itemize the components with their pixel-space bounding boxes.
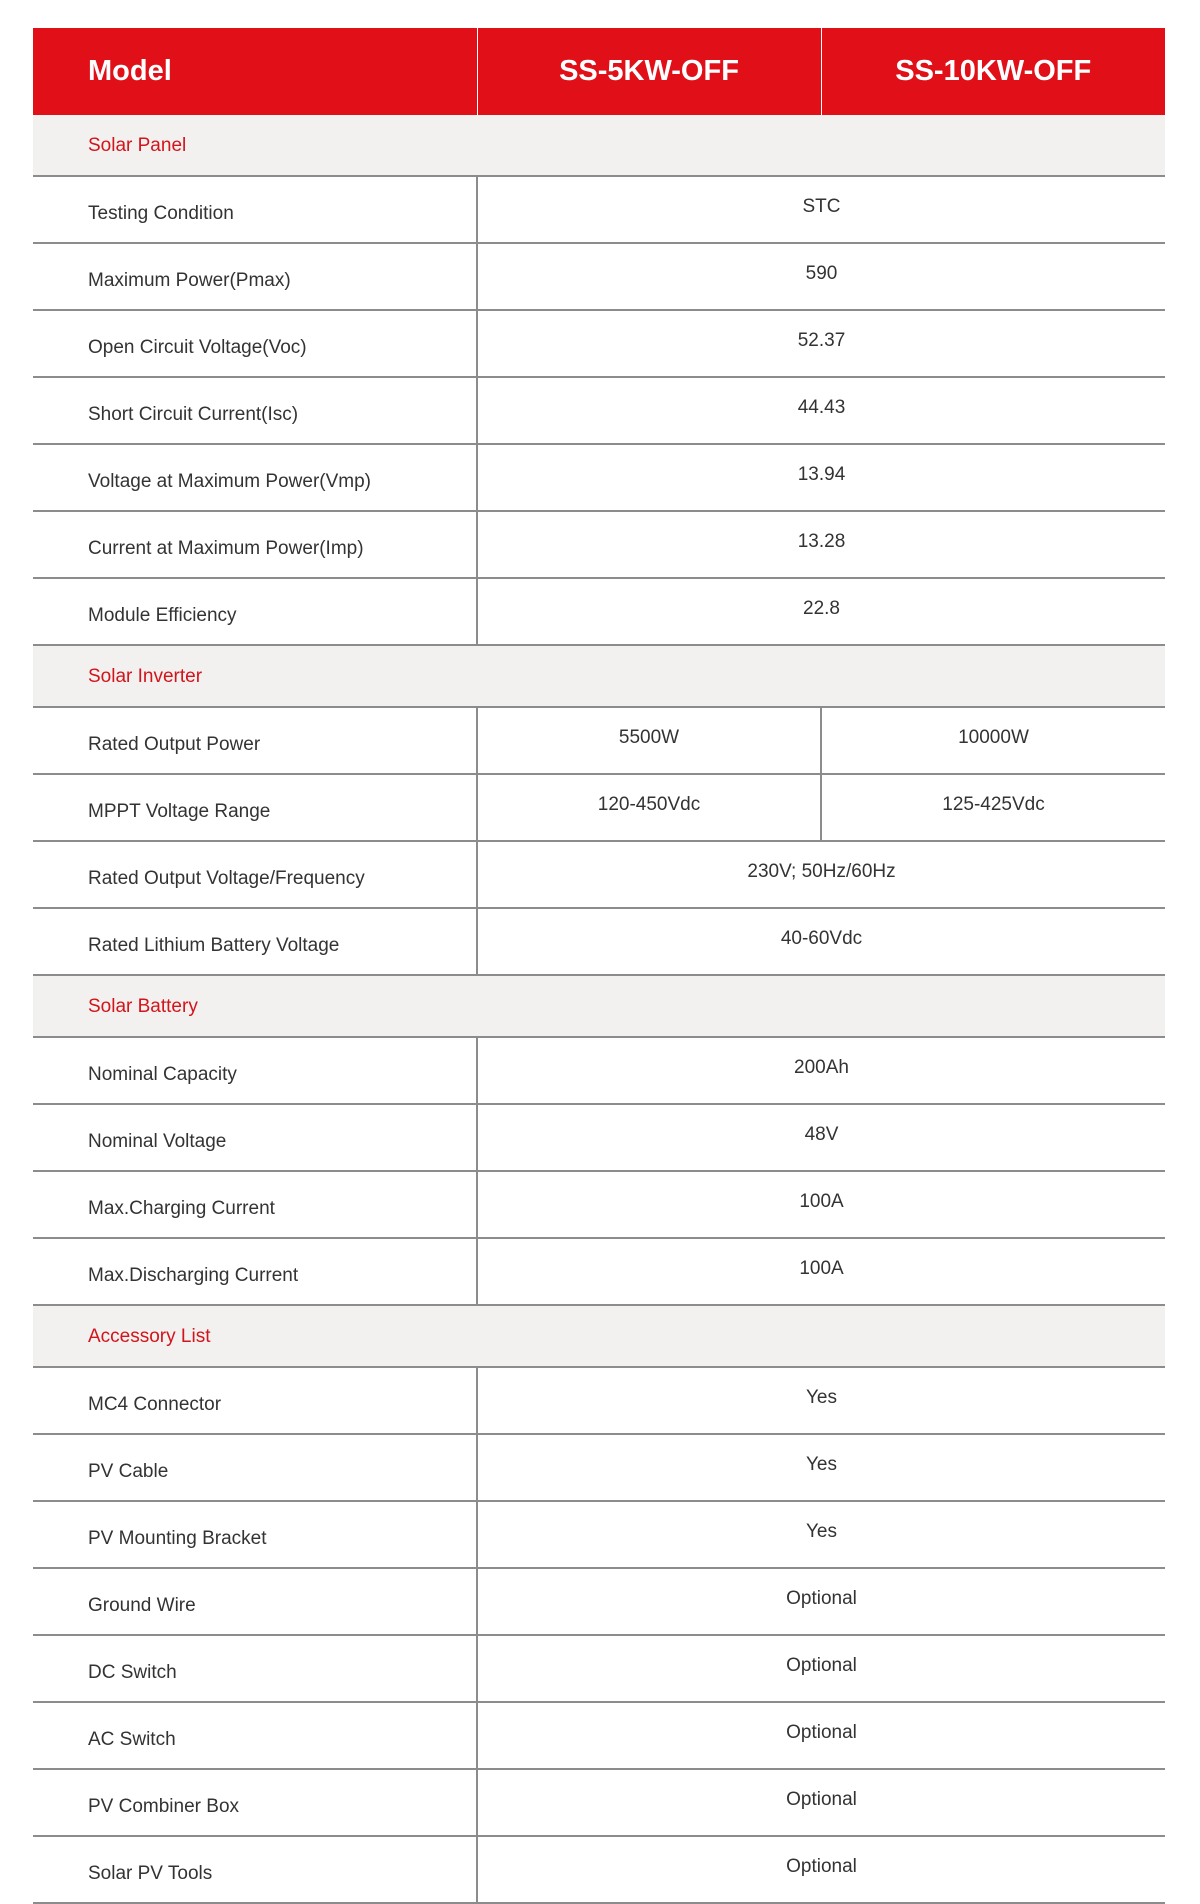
section-row-accessory-list [33, 1305, 1165, 1367]
spec-value: 22.8 [477, 578, 1165, 645]
spec-value: 100A [477, 1238, 1165, 1305]
spec-value: STC [477, 176, 1165, 243]
spec-value: 590 [477, 243, 1165, 310]
spec-row-maximum-power-pmax [33, 243, 1165, 310]
spec-row-pv-combiner-box [33, 1769, 1165, 1836]
spec-value: 100A [477, 1171, 1165, 1238]
spec-label: Current at Maximum Power(Imp) [33, 511, 477, 578]
spec-label: Rated Lithium Battery Voltage [33, 908, 477, 975]
spec-row-nominal-capacity [33, 1037, 1165, 1104]
spec-value: Optional [477, 1769, 1165, 1836]
spec-label: Rated Output Voltage/Frequency [33, 841, 477, 908]
spec-label: Open Circuit Voltage(Voc) [33, 310, 477, 377]
spec-row-short-circuit-current-isc [33, 377, 1165, 444]
spec-value: Optional [477, 1702, 1165, 1769]
spec-label: Voltage at Maximum Power(Vmp) [33, 444, 477, 511]
spec-value-5kw: 5500W [477, 707, 821, 774]
spec-row-open-circuit-voltage-voc [33, 310, 1165, 377]
spec-value: 200Ah [477, 1037, 1165, 1104]
spec-value-5kw: 120-450Vdc [477, 774, 821, 841]
spec-row-max-charging-current [33, 1171, 1165, 1238]
section-title: Accessory List [33, 1305, 1165, 1367]
spec-value: 13.28 [477, 511, 1165, 578]
spec-value: Optional [477, 1568, 1165, 1635]
spec-value: 13.94 [477, 444, 1165, 511]
spec-value: Optional [477, 1836, 1165, 1903]
spec-value: Optional [477, 1635, 1165, 1702]
header-model-10kw: SS-10KW-OFF [821, 28, 1165, 115]
spec-row-ground-wire [33, 1568, 1165, 1635]
spec-label: Module Efficiency [33, 578, 477, 645]
spec-row-current-at-maximum-power-imp [33, 511, 1165, 578]
section-row-solar-inverter [33, 645, 1165, 707]
spec-value: Yes [477, 1367, 1165, 1434]
spec-value: 44.43 [477, 377, 1165, 444]
spec-row-pv-mounting-bracket [33, 1501, 1165, 1568]
spec-value: 48V [477, 1104, 1165, 1171]
spec-label: Short Circuit Current(Isc) [33, 377, 477, 444]
spec-label: PV Combiner Box [33, 1769, 477, 1836]
spec-value: Yes [477, 1501, 1165, 1568]
spec-value: 52.37 [477, 310, 1165, 377]
spec-value-10kw: 125-425Vdc [821, 774, 1165, 841]
spec-row-rated-lithium-battery-voltage [33, 908, 1165, 975]
section-row-solar-battery [33, 975, 1165, 1037]
spec-row-module-efficiency [33, 578, 1165, 645]
spec-value: 40-60Vdc [477, 908, 1165, 975]
spec-label: MPPT Voltage Range [33, 774, 477, 841]
spec-label: Nominal Capacity [33, 1037, 477, 1104]
spec-row-mc4-connector [33, 1367, 1165, 1434]
spec-label: PV Cable [33, 1434, 477, 1501]
spec-row-solar-pv-tools [33, 1836, 1165, 1903]
spec-label: Solar PV Tools [33, 1836, 477, 1903]
spec-label: MC4 Connector [33, 1367, 477, 1434]
spec-label: DC Switch [33, 1635, 477, 1702]
spec-body [33, 115, 1165, 1903]
spec-label: Max.Discharging Current [33, 1238, 477, 1305]
spec-label: PV Mounting Bracket [33, 1501, 477, 1568]
section-row-solar-panel [33, 115, 1165, 176]
spec-row-max-discharging-current [33, 1238, 1165, 1305]
spec-label: Maximum Power(Pmax) [33, 243, 477, 310]
section-title: Solar Inverter [33, 645, 1165, 707]
header-row [33, 28, 1165, 115]
spec-label: Nominal Voltage [33, 1104, 477, 1171]
header-model-label: Model [33, 28, 477, 115]
spec-table [33, 28, 1165, 1904]
spec-label: AC Switch [33, 1702, 477, 1769]
spec-row-mppt-voltage-range [33, 774, 1165, 841]
spec-row-ac-switch [33, 1702, 1165, 1769]
spec-value: Yes [477, 1434, 1165, 1501]
spec-row-rated-output-power [33, 707, 1165, 774]
spec-label: Rated Output Power [33, 707, 477, 774]
spec-row-nominal-voltage [33, 1104, 1165, 1171]
section-title: Solar Panel [33, 115, 1165, 176]
spec-row-pv-cable [33, 1434, 1165, 1501]
spec-label: Ground Wire [33, 1568, 477, 1635]
spec-row-testing-condition [33, 176, 1165, 243]
spec-row-dc-switch [33, 1635, 1165, 1702]
spec-label: Max.Charging Current [33, 1171, 477, 1238]
spec-value: 230V; 50Hz/60Hz [477, 841, 1165, 908]
spec-label: Testing Condition [33, 176, 477, 243]
section-title: Solar Battery [33, 975, 1165, 1037]
header-model-5kw: SS-5KW-OFF [477, 28, 821, 115]
spec-value-10kw: 10000W [821, 707, 1165, 774]
spec-row-voltage-at-maximum-power-vmp [33, 444, 1165, 511]
spec-row-rated-output-voltage-frequency [33, 841, 1165, 908]
